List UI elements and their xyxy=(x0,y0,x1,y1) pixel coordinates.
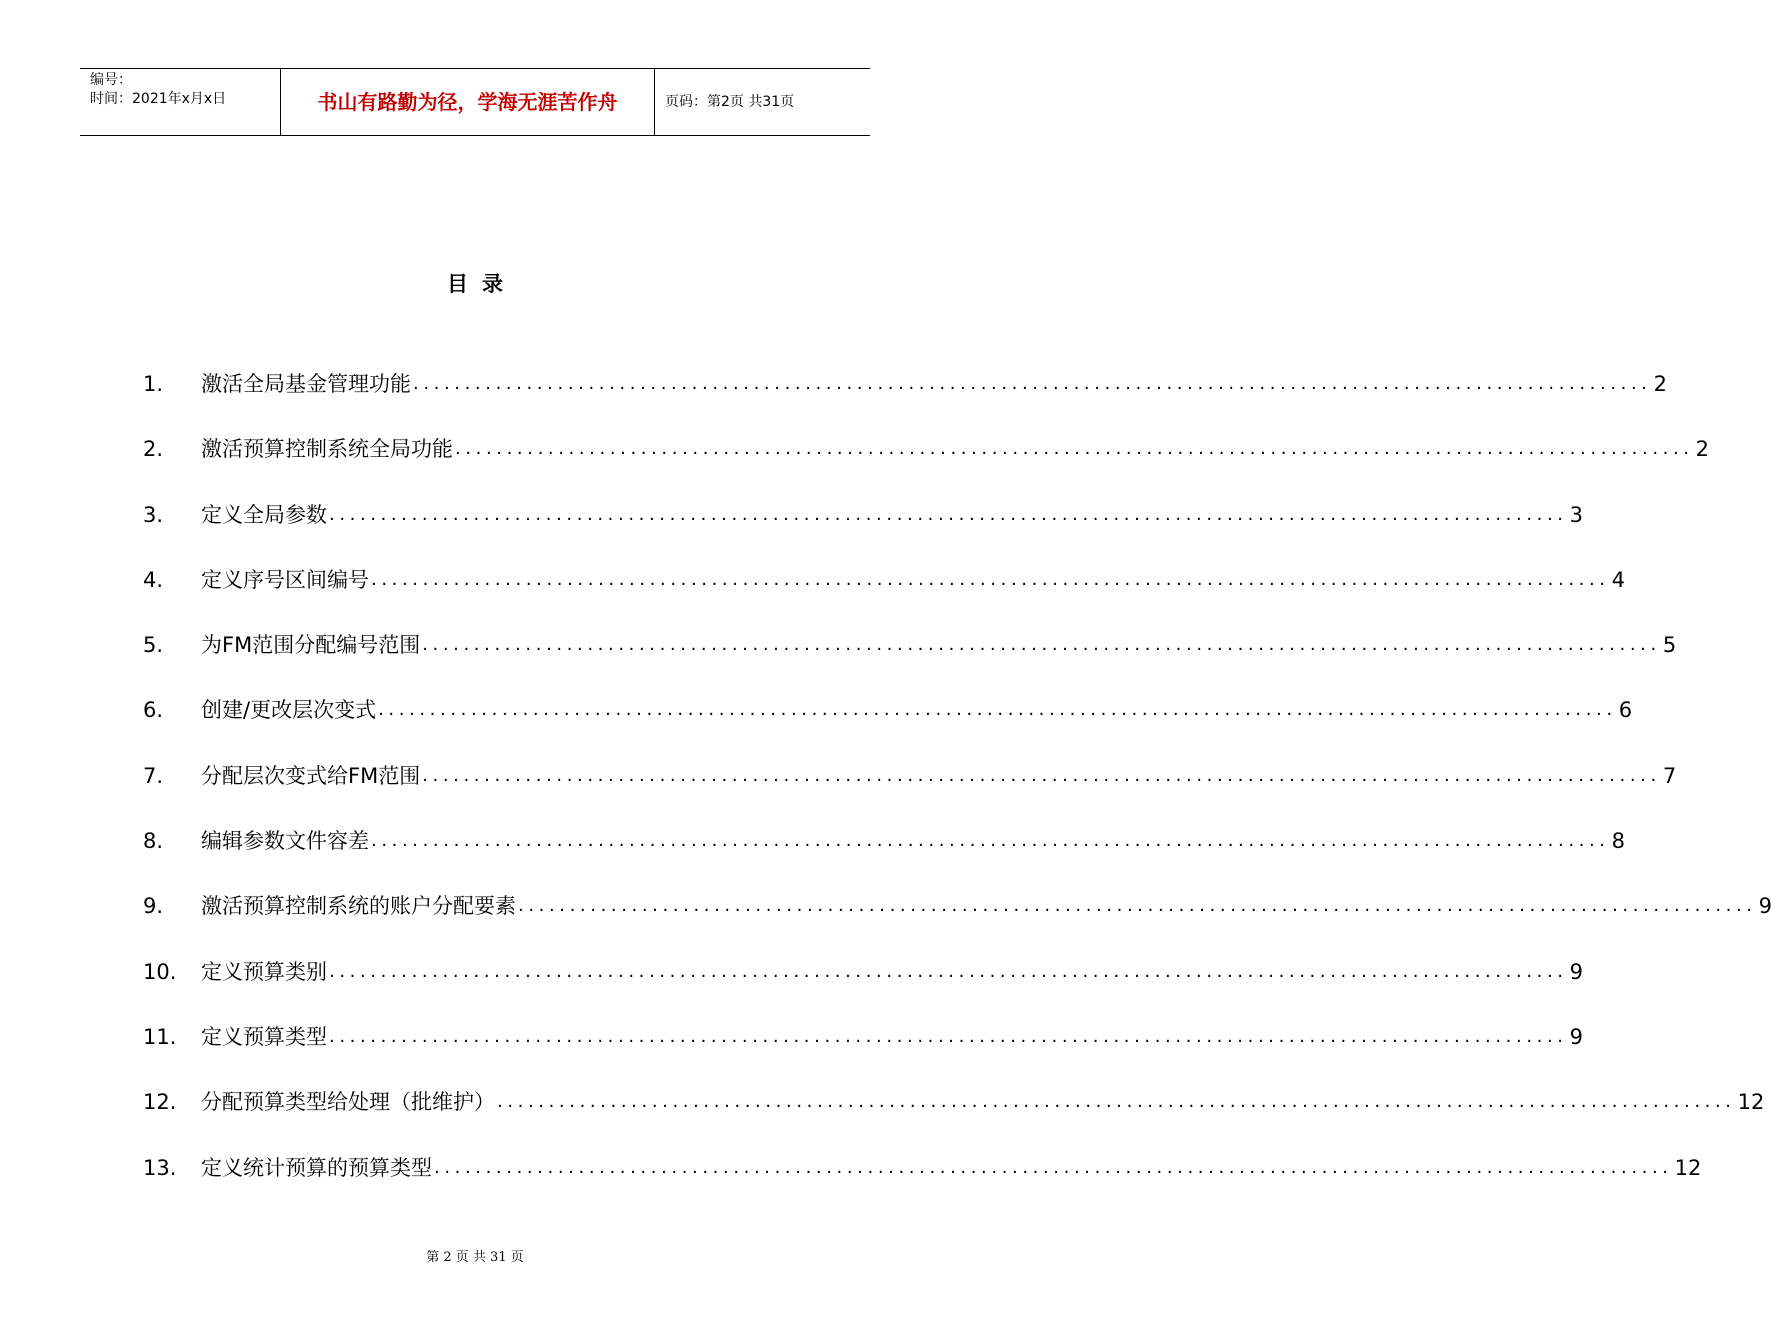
toc-leader-dots: ........................................................................................................................ xyxy=(455,438,1694,460)
toc-item[interactable] xyxy=(143,954,1583,1019)
toc-item-number: 5. xyxy=(143,633,164,658)
toc-item[interactable] xyxy=(143,692,1633,757)
toc-item[interactable] xyxy=(143,1084,1765,1149)
toc-item-number: 11. xyxy=(143,1024,177,1049)
toc-item-page: 12 xyxy=(1737,1090,1765,1115)
toc-leader-dots: ........................................................................................................................ xyxy=(378,699,1617,721)
toc-item[interactable] xyxy=(143,497,1583,562)
header-page-info: 页码：第2页 共31页 xyxy=(665,94,795,110)
toc-item-title: 为FM范围分配编号范围 xyxy=(201,633,421,658)
toc-item[interactable] xyxy=(143,888,1772,953)
toc-item-number: 7. xyxy=(143,763,164,788)
toc-item-page: 2 xyxy=(1695,437,1709,462)
toc-item[interactable] xyxy=(143,366,1667,431)
toc-item[interactable] xyxy=(143,1019,1583,1084)
header-meta xyxy=(80,69,281,135)
toc-list xyxy=(143,366,1772,1215)
time-label: 时间：2021年x月x日 xyxy=(90,91,227,107)
document-header xyxy=(80,68,870,136)
toc-item-number: 4. xyxy=(143,567,164,592)
toc-item-title: 激活预算控制系统的账户分配要素 xyxy=(201,894,516,919)
toc-leader-dots: ........................................................................................................................ xyxy=(518,895,1757,917)
toc-item-title: 定义全局参数 xyxy=(201,502,327,527)
toc-item[interactable] xyxy=(143,562,1625,627)
toc-item-number: 6. xyxy=(143,698,164,723)
toc-item-title: 分配层次变式给FM范围 xyxy=(201,763,421,788)
toc-item-title: 定义序号区间编号 xyxy=(201,567,369,592)
toc-item[interactable] xyxy=(143,627,1677,692)
toc-item-page: 2 xyxy=(1653,372,1667,396)
toc-item-number: 10. xyxy=(143,959,177,984)
toc-item[interactable] xyxy=(143,1150,1702,1215)
toc-leader-dots: ........................................................................................................................ xyxy=(329,503,1568,525)
toc-leader-dots: ........................................................................................................................ xyxy=(422,634,1661,656)
toc-item-page: 4 xyxy=(1611,567,1625,592)
toc-leader-dots: ........................................................................................................................ xyxy=(371,568,1610,590)
toc-item-title: 分配预算类型给处理（批维护） xyxy=(201,1090,495,1115)
toc-item-page: 6 xyxy=(1618,698,1633,723)
code-label: 编号： xyxy=(90,72,132,88)
toc-item-page: 9 xyxy=(1569,959,1583,984)
toc-item[interactable] xyxy=(143,431,1709,496)
toc-item-number: 3. xyxy=(143,502,164,527)
toc-leader-dots: ........................................................................................................................ xyxy=(371,830,1610,852)
toc-item[interactable] xyxy=(143,758,1677,823)
toc-item-page: 9 xyxy=(1569,1024,1583,1049)
toc-item-page: 9 xyxy=(1758,894,1772,919)
toc-item-page: 8 xyxy=(1611,829,1625,854)
toc-title: 目录 xyxy=(447,272,517,296)
toc-leader-dots: ........................................................................................................................ xyxy=(434,1156,1673,1178)
toc-item-number: 13. xyxy=(143,1155,177,1180)
toc-item-title: 激活全局基金管理功能 xyxy=(201,372,411,396)
toc-item-title: 激活预算控制系统全局功能 xyxy=(201,437,453,462)
toc-leader-dots: ........................................................................................................................ xyxy=(329,960,1568,982)
header-motto: 书山有路勤为径，学海无涯苦作舟 xyxy=(281,69,655,135)
toc-item-title: 定义预算类型 xyxy=(201,1024,327,1049)
toc-leader-dots: ........................................................................................................................ xyxy=(497,1091,1736,1113)
toc-item-page: 5 xyxy=(1662,633,1677,658)
toc-item-page: 3 xyxy=(1569,502,1583,527)
toc-item-title: 定义统计预算的预算类型 xyxy=(201,1155,432,1180)
page-footer: 第 2 页 共 31 页 xyxy=(426,1250,524,1265)
toc-item-number: 8. xyxy=(143,829,164,854)
toc-item-page: 12 xyxy=(1674,1155,1702,1180)
toc-item-title: 编辑参数文件容差 xyxy=(201,829,369,854)
toc-item-page: 7 xyxy=(1662,763,1677,788)
toc-item-number: 2. xyxy=(143,437,164,462)
toc-leader-dots: ........................................................................................................................ xyxy=(413,373,1652,394)
toc-leader-dots: ........................................................................................................................ xyxy=(422,764,1661,786)
toc-item-number: 1. xyxy=(143,372,164,396)
toc-item-number: 12. xyxy=(143,1090,177,1115)
toc-item-number: 9. xyxy=(143,894,164,919)
toc-item[interactable] xyxy=(143,823,1625,888)
toc-item-title: 定义预算类别 xyxy=(201,959,327,984)
toc-leader-dots: ........................................................................................................................ xyxy=(329,1025,1568,1047)
toc-item-title: 创建/更改层次变式 xyxy=(201,698,377,723)
